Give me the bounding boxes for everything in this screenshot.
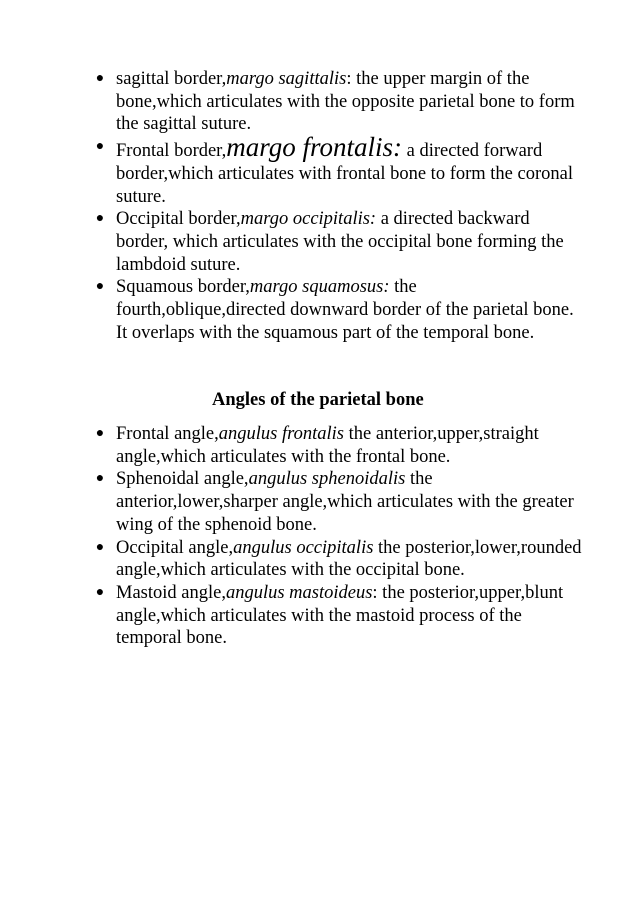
angle-term: angulus frontalis — [218, 424, 345, 444]
angle-description: the anterior,upper,straight angle,which articulates with the frontal bone. — [116, 424, 539, 467]
bullet-icon: ● — [95, 584, 105, 600]
bullet-icon: ● — [95, 539, 105, 555]
border-term: margo sagittalis — [226, 69, 347, 89]
angle-label: Sphenoidal angle, — [116, 469, 249, 490]
angle-label: Mastoid angle, — [116, 582, 226, 603]
angle-term: angulus occipitalis — [233, 537, 374, 558]
border-label: Occipital border, — [116, 209, 241, 230]
list-item-squamous-border — [95, 276, 586, 344]
angle-term: angulus mastoideus — [225, 582, 373, 603]
bullet-icon: ● — [95, 139, 105, 155]
bullet-icon: ● — [95, 211, 105, 227]
list-item-sagittal-border — [95, 68, 586, 136]
list-item-frontal-angle — [95, 423, 586, 468]
list-item-occipital-angle — [95, 537, 586, 582]
border-description: the fourth,oblique,directed downward border of the parietal bone. It overlaps with the squamous part of the temporal bone. — [116, 277, 574, 343]
angle-description: : the posterior,upper,blunt angle,which articulates with the mastoid process of the temporal bone. — [116, 582, 564, 649]
bullet-icon: ● — [95, 471, 105, 487]
bullet-icon: ● — [95, 279, 105, 295]
border-description: a directed forward border,which articulates with frontal bone to form the coronal suture. — [116, 141, 573, 207]
angle-description: the posterior,lower,rounded angle,which articulates with the occipital bone. — [116, 537, 582, 581]
section-heading: Angles of the parietal bone — [212, 390, 424, 410]
list-item-frontal-border — [95, 132, 586, 208]
borders-list — [95, 68, 586, 344]
border-description: a directed backward border, which articulates with the occipital bone forming the lambdoid suture. — [116, 209, 564, 275]
bullet-icon: ● — [95, 71, 105, 86]
border-label: Frontal border, — [116, 141, 227, 162]
list-item-sphenoidal-angle — [95, 468, 586, 536]
border-term: margo squamosus: — [249, 277, 390, 298]
angle-label: Occipital angle, — [116, 537, 234, 558]
angle-term: angulus sphenoidalis — [248, 469, 406, 490]
border-description: : the upper margin of the bone,which articulates with the opposite parietal bone to form the sagittal suture. — [116, 69, 575, 135]
angles-list — [95, 423, 586, 650]
border-term: margo occipitalis: — [240, 209, 377, 230]
list-item-mastoid-angle — [95, 582, 586, 650]
list-item-occipital-border — [95, 208, 586, 276]
bullet-icon: ● — [95, 426, 105, 441]
border-term: margo frontalis: — [226, 132, 402, 163]
angle-description: the anterior,lower,sharper angle,which articulates with the greater wing of the sphenoid bone. — [116, 469, 574, 535]
border-label: sagittal border, — [116, 69, 227, 89]
border-label: Squamous border, — [116, 277, 250, 298]
angle-label: Frontal angle, — [116, 424, 219, 444]
